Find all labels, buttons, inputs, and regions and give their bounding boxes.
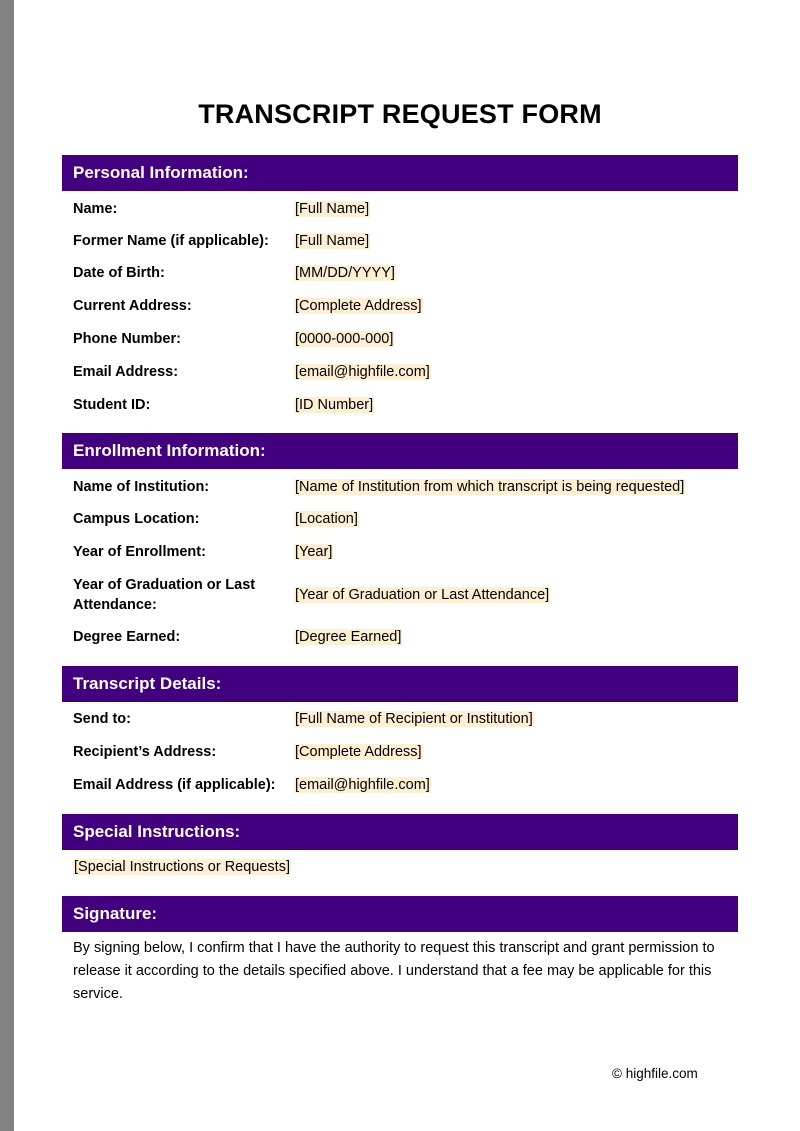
field-value-email[interactable]: [email@highfile.com] xyxy=(295,364,430,380)
field-label: Year of Enrollment: xyxy=(73,544,206,560)
field-value-date-of-birth[interactable]: [MM/DD/YYYY] xyxy=(295,265,395,281)
field-label: Phone Number: xyxy=(73,331,181,347)
section-header-enrollment: Enrollment Information: xyxy=(62,433,738,469)
page-title: TRANSCRIPT REQUEST FORM xyxy=(198,99,602,129)
field-value-degree[interactable]: [Degree Earned] xyxy=(295,629,402,645)
field-value-current-address[interactable]: [Complete Address] xyxy=(295,298,422,314)
field-label: Email Address (if applicable): xyxy=(73,777,276,793)
section-header-special: Special Instructions: xyxy=(62,814,738,850)
footer-copyright: © highfile.com xyxy=(612,1066,698,1081)
field-label: Name of Institution: xyxy=(73,479,210,495)
left-margin-bar xyxy=(0,0,14,1131)
field-label: Date of Birth: xyxy=(73,265,165,281)
section-header-personal: Personal Information: xyxy=(62,155,738,191)
field-value-send-to[interactable]: [Full Name of Recipient or Institution] xyxy=(295,711,533,727)
field-label: Recipient’s Address: xyxy=(73,744,217,760)
field-value-campus-location[interactable]: [Location] xyxy=(295,511,358,527)
signature-statement: By signing below, I confirm that I have the authority to request this transcript and grant permission to release it according to the details specified above. I understand that a fee may be applicable for this service. xyxy=(73,940,715,1002)
field-value-phone[interactable]: [0000-000-000] xyxy=(295,331,394,347)
field-value-name[interactable]: [Full Name] xyxy=(295,201,370,217)
field-value-institution[interactable]: [Name of Institution from which transcript is being requested] xyxy=(295,479,685,495)
section-header-transcript: Transcript Details: xyxy=(62,666,738,702)
field-value-year-enrollment[interactable]: [Year] xyxy=(295,544,333,560)
section-header-signature: Signature: xyxy=(62,896,738,932)
special-instructions-field[interactable]: [Special Instructions or Requests] xyxy=(74,859,290,875)
field-value-recipient-email[interactable]: [email@highfile.com] xyxy=(295,777,430,793)
field-label: Degree Earned: xyxy=(73,629,181,645)
field-label: Year of Graduation or Last Attendance: xyxy=(73,577,256,613)
field-value-recipient-address[interactable]: [Complete Address] xyxy=(295,744,422,760)
field-label: Campus Location: xyxy=(73,511,200,527)
field-label: Email Address: xyxy=(73,364,179,380)
field-value-year-graduation[interactable]: [Year of Graduation or Last Attendance] xyxy=(295,587,550,603)
field-label: Name: xyxy=(73,201,118,217)
field-label: Send to: xyxy=(73,711,131,727)
field-value-student-id[interactable]: [ID Number] xyxy=(295,397,374,413)
field-label: Current Address: xyxy=(73,298,192,314)
field-label: Student ID: xyxy=(73,397,151,413)
field-value-former-name[interactable]: [Full Name] xyxy=(295,233,370,249)
field-label: Former Name (if applicable): xyxy=(73,233,269,249)
